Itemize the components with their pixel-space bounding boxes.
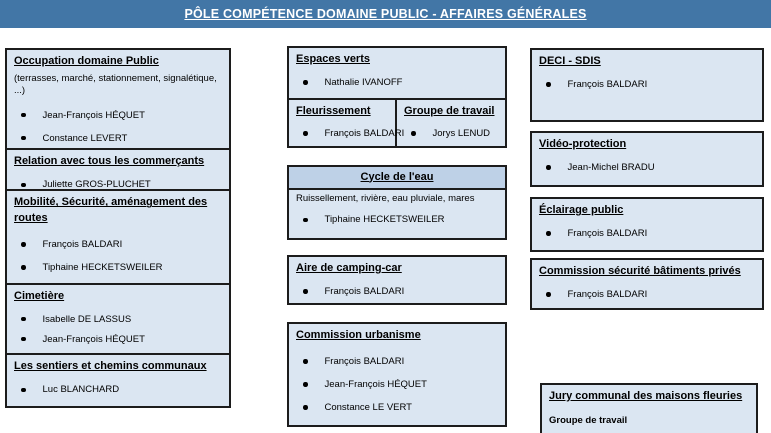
section-title: Mobilité, Sécurité, aménagement des routes [14,196,208,225]
page-title-banner [0,0,771,28]
member-row [21,262,225,273]
member-row [21,239,225,250]
cycle-de-leau-header [289,167,505,190]
member-row [303,286,501,297]
member-name: François BALDARI [324,127,405,139]
page-title: PÔLE COMPÉTENCE DOMAINE PUBLIC - AFFAIRES GÉNÉRALES [184,7,587,21]
member-name: François BALDARI [324,285,405,297]
bullet-icon [546,165,551,170]
member-row [303,77,501,88]
member-row [21,334,225,345]
member-row [21,314,225,325]
box-video-protection [530,131,764,187]
member-name: François BALDARI [324,355,405,367]
member-name: Jean-François HÉQUET [42,109,145,121]
bullet-icon [21,337,26,342]
bullet-icon [303,218,308,223]
member-name: Jean-François HÉQUET [324,378,427,390]
box-aire-de-camping-car [287,255,507,305]
member-name: Tiphaine HECKETSWEILER [42,262,163,274]
section-title: Groupe de travail [404,105,495,117]
member-row [546,289,758,300]
member-name: François BALDARI [567,288,648,300]
bullet-icon [546,82,551,87]
member-row [303,127,405,139]
section-occupation-domaine-public [7,50,229,148]
section-title: Cycle de l'eau [360,170,434,183]
section-title: DECI - SDIS [539,55,601,67]
section-title: Relation avec tous les commerçants [14,155,205,168]
bullet-icon [21,265,26,270]
box-deci-sdis [530,48,764,122]
section-title: Éclairage public [539,204,624,216]
bullet-icon [21,317,26,322]
bullet-icon [21,388,26,393]
member-name: Isabelle DE LASSUS [42,313,132,325]
member-name: Constance LEVERT [42,132,128,144]
section-title: Commission urbanisme [296,329,421,341]
member-row [21,133,225,144]
member-row [21,110,225,121]
box-eclairage-public [530,197,764,252]
member-row [303,379,501,390]
section-title: Commission sécurité bâtiments privés [539,265,741,277]
section-mobilite-securite-routes [7,189,229,282]
section-subtitle: Groupe de travail [549,414,628,426]
bullet-icon [303,359,308,364]
section-note: Ruissellement, rivière, eau pluviale, mares [296,193,475,204]
member-name: Constance LE VERT [324,401,412,413]
member-row [411,128,501,139]
section-title: Vidéo-protection [539,138,627,150]
section-title: Jury communal des maisons fleuries [549,390,743,402]
member-name: Jorys LENUD [432,127,491,139]
section-espaces-verts [289,48,505,100]
member-row [546,79,758,90]
member-name: Jean-François HÉQUET [42,333,145,345]
espaces-verts-subrow [289,100,505,146]
box-jury-maisons-fleuries [540,383,758,433]
member-row [303,356,501,367]
bullet-icon [411,131,416,136]
member-name: Tiphaine HECKETSWEILER [324,214,445,226]
bullet-icon [546,292,551,297]
bullet-icon [21,136,26,141]
member-name: François BALDARI [567,227,648,239]
bullet-icon [303,289,308,294]
section-relation-commercants [7,148,229,189]
member-row [303,402,501,413]
member-name: Luc BLANCHARD [42,384,120,396]
box-commission-urbanisme [287,322,507,427]
section-title: Occupation domaine Public [14,55,159,67]
bullet-icon [303,405,308,410]
box-commission-securite-batiments-prives [530,258,764,310]
section-sentiers-chemins [7,353,229,406]
section-title: Espaces verts [296,53,370,65]
section-title: Fleurissement [296,105,371,117]
member-name: Juliette GROS-PLUCHET [42,179,151,191]
member-name: François BALDARI [567,78,648,90]
bullet-icon [303,131,308,136]
section-note: (terrasses, marché, stationnement, signalétique, ...) [14,72,217,97]
bullet-icon [21,183,26,188]
member-name: François BALDARI [42,239,123,251]
member-row [546,228,758,239]
member-name: Jean-Michel BRADU [567,161,655,173]
member-row [303,214,501,225]
section-groupe-de-travail [397,100,505,146]
bullet-icon [303,80,308,85]
section-fleurissement [289,100,405,146]
bullet-icon [303,382,308,387]
section-title: Les sentiers et chemins communaux [14,360,207,373]
box-espaces-verts [287,46,507,148]
box-cycle-de-leau [287,165,507,240]
section-cimetiere [7,283,229,354]
bullet-icon [21,242,26,247]
bullet-icon [21,113,26,118]
section-title: Aire de camping-car [296,262,402,274]
member-name: Nathalie IVANOFF [324,76,403,88]
section-title: Cimetière [14,289,65,302]
member-row [546,162,758,173]
bullet-icon [546,231,551,236]
member-row [21,384,225,395]
left-panel [5,48,231,408]
